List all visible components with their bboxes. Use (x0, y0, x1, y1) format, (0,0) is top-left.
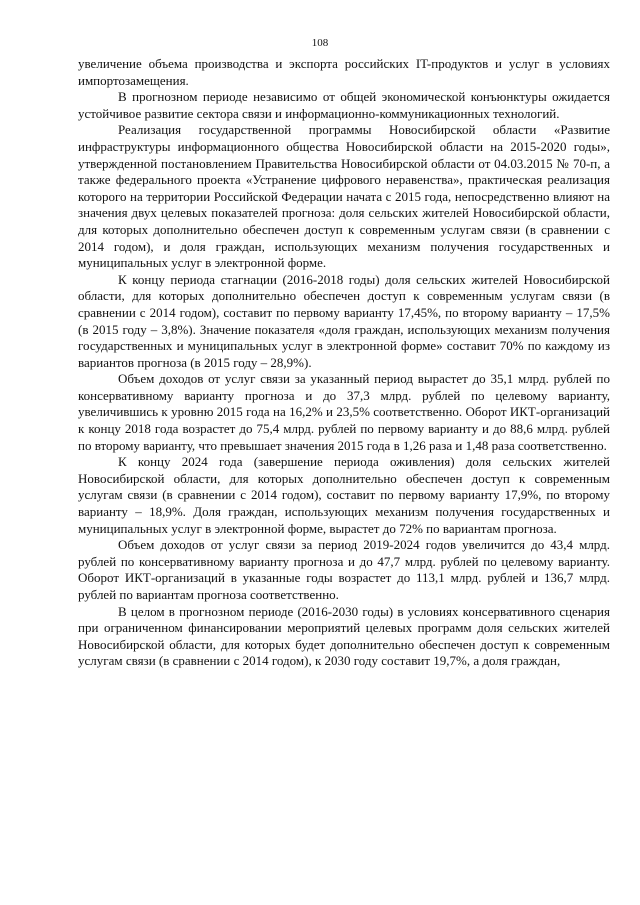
paragraph-1: увеличение объема производства и экспорта российских IT-продуктов и услуг в условиях импортозамещения. (78, 56, 610, 88)
page-number: 108 (311, 37, 329, 49)
paragraph-2: В прогнозном периоде независимо от общей экономической конъюнктуры ожидается устойчивое развитие сектора связи и информационно-коммуникационных технологий. (78, 89, 610, 121)
document-body (78, 56, 610, 670)
paragraph-7: Объем доходов от услуг связи за период 2019-2024 годов увеличится до 43,4 млрд. рублей по консервативному варианту прогноза и до 47,7 млрд. рублей по целевому варианту. Оборот ИКТ-организаций в указанные годы возрастет до 113,1 млрд. рублей и 136,7 млрд. рублей по вариантам прогноза соответственно. (78, 537, 610, 602)
paragraph-4: К концу периода стагнации (2016-2018 годы) доля сельских жителей Новосибирской области, для которых дополнительно обеспечен доступ к современным услугам связи (в сравнении с 2014 годом), составит по первому варианту 17,45%, по второму варианту – 17,5% (в 2015 году – 3,8%). Значение показателя «доля граждан, использующих механизм получения государственных и муниципальных услуг в электронной форме» составит 70% по каждому из вариантов прогноза (в 2015 году – 28,9%). (78, 271, 610, 370)
paragraph-5: Объем доходов от услуг связи за указанный период вырастет до 35,1 млрд. рублей по консервативному варианту прогноза и до 37,3 млрд. рублей по целевому варианту, увеличившись к уровню 2015 года на 16,2% и 23,5% соответственно. Оборот ИКТ-организаций к концу 2018 года возрастет до 75,4 млрд. рублей по первому варианту и до 88,6 млрд. рублей по второму варианту, что превышает значения 2015 года в 1,26 раза и 1,48 раза соответственно. (78, 371, 610, 453)
paragraph-3: Реализация государственной программы Новосибирской области «Развитие инфраструктуры информационного общества Новосибирской области на 2015-2020 годы», утвержденной постановлением Правительства Новосибирской области от 04.03.2015 № 70-п, а также федерального проекта «Устранение цифрового неравенства», практическая реализация которого на территории Российской Федерации начата с 2015 года, непосредственно влияют на значения двух целевых показателей прогноза: доля сельских жителей Новосибирской области, для которых дополнительно обеспечен доступ к современным услугам связи (в сравнении с 2014 годом), и доля граждан, использующих механизм получения государственных и муниципальных услуг в электронной форме. (78, 122, 610, 271)
paragraph-8: В целом в прогнозном периоде (2016-2030 годы) в условиях консервативного сценария при ограниченном финансировании мероприятий целевых программ доля сельских жителей Новосибирской области, для которых будет дополнительно обеспечен доступ к современным услугам связи (в сравнении с 2014 годом), к 2030 году составит 19,7%, а доля граждан, (78, 603, 610, 669)
paragraph-6: К концу 2024 года (завершение периода оживления) доля сельских жителей Новосибирской области, для которых дополнительно обеспечен доступ к современным услугам связи (в сравнении с 2014 годом), составит по первому варианту 17,9%, по второму варианту – 18,9%. Доля граждан, использующих механизм получения государственных и муниципальных услуг в электронной форме, вырастет до 72% по вариантам прогноза. (78, 454, 610, 536)
